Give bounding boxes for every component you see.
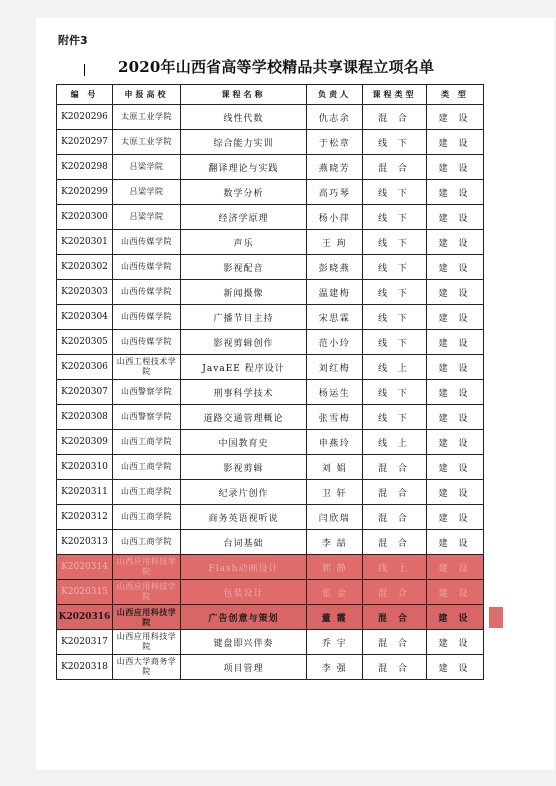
attachment-label: 附件3 <box>58 34 88 47</box>
cell-type: 建 设 <box>427 130 484 155</box>
cell-course: 键盘即兴伴奏 <box>181 630 307 655</box>
cell-course-type: 混 合 <box>363 605 427 630</box>
cell-school: 山西工商学院 <box>113 505 181 530</box>
cell-course: 影视剪辑创作 <box>181 330 307 355</box>
header-course-type: 课程类型 <box>363 85 427 105</box>
cell-leader: 张 金 <box>307 580 363 605</box>
cell-type: 建 设 <box>427 330 484 355</box>
cell-type: 建 设 <box>427 530 484 555</box>
cell-type: 建 设 <box>427 205 484 230</box>
table-row <box>57 280 484 305</box>
cell-type: 建 设 <box>427 305 484 330</box>
cell-leader: 仇志余 <box>307 105 363 130</box>
cell-code: K2020307 <box>57 380 113 405</box>
cell-course-type: 线 上 <box>363 430 427 455</box>
cell-course: 项目管理 <box>181 655 307 680</box>
cell-school: 吕梁学院 <box>113 180 181 205</box>
cell-type: 建 设 <box>427 105 484 130</box>
cell-school: 山西应用科技学院 <box>113 555 181 580</box>
cell-type: 建 设 <box>427 630 484 655</box>
cell-school: 山西传媒学院 <box>113 230 181 255</box>
cell-course: 台词基础 <box>181 530 307 555</box>
cell-type: 建 设 <box>427 505 484 530</box>
cell-leader: 董 霞 <box>307 605 363 630</box>
cell-leader: 李 喆 <box>307 530 363 555</box>
cell-leader: 高巧琴 <box>307 180 363 205</box>
cell-school: 山西应用科技学院 <box>113 580 181 605</box>
cell-course-type: 线 下 <box>363 255 427 280</box>
cell-type: 建 设 <box>427 280 484 305</box>
cell-code: K2020312 <box>57 505 113 530</box>
cell-course-type: 线 下 <box>363 230 427 255</box>
cell-leader: 申燕玲 <box>307 430 363 455</box>
cell-school: 吕梁学院 <box>113 205 181 230</box>
cell-leader: 刘 娟 <box>307 455 363 480</box>
cell-course-type: 混 合 <box>363 480 427 505</box>
table-row <box>57 555 484 580</box>
cell-course: 经济学原理 <box>181 205 307 230</box>
table-row <box>57 380 484 405</box>
table-row <box>57 355 484 380</box>
cell-leader: 于松章 <box>307 130 363 155</box>
cell-course-type: 混 合 <box>363 155 427 180</box>
cell-code: K2020315 <box>57 580 113 605</box>
cell-school: 山西应用科技学院 <box>113 605 181 630</box>
table-row <box>57 580 484 605</box>
highlight-bar-extension <box>489 607 503 628</box>
cell-code: K2020302 <box>57 255 113 280</box>
cell-school: 山西大学商务学院 <box>113 655 181 680</box>
cell-type: 建 设 <box>427 555 484 580</box>
cell-code: K2020304 <box>57 305 113 330</box>
cell-type: 建 设 <box>427 355 484 380</box>
cell-course-type: 线 下 <box>363 305 427 330</box>
cell-course-type: 线 上 <box>363 555 427 580</box>
cell-course: 包装设计 <box>181 580 307 605</box>
cell-type: 建 设 <box>427 655 484 680</box>
cell-leader: 王 珣 <box>307 230 363 255</box>
cell-course: 声乐 <box>181 230 307 255</box>
cell-school: 山西工商学院 <box>113 430 181 455</box>
cell-code: K2020309 <box>57 430 113 455</box>
cell-leader: 闫欣瑞 <box>307 505 363 530</box>
cell-school: 山西警察学院 <box>113 380 181 405</box>
table-row <box>57 405 484 430</box>
cell-code: K2020303 <box>57 280 113 305</box>
cell-course-type: 线 下 <box>363 205 427 230</box>
cell-school: 山西传媒学院 <box>113 330 181 355</box>
cell-school: 山西工程技术学院 <box>113 355 181 380</box>
table-row <box>57 455 484 480</box>
cell-school: 山西工商学院 <box>113 530 181 555</box>
cell-school: 吕梁学院 <box>113 155 181 180</box>
cell-leader: 张雪梅 <box>307 405 363 430</box>
cell-school: 山西应用科技学院 <box>113 630 181 655</box>
cell-course-type: 线 上 <box>363 355 427 380</box>
table-row <box>57 155 484 180</box>
cell-leader: 杨小萍 <box>307 205 363 230</box>
cell-course: 影视剪辑 <box>181 455 307 480</box>
table-row <box>57 330 484 355</box>
cell-leader: 李 强 <box>307 655 363 680</box>
cell-code: K2020316 <box>57 605 113 630</box>
cell-code: K2020301 <box>57 230 113 255</box>
cell-course: 线性代数 <box>181 105 307 130</box>
cell-code: K2020317 <box>57 630 113 655</box>
cell-course: 纪录片创作 <box>181 480 307 505</box>
cell-course: 道路交通管理概论 <box>181 405 307 430</box>
cell-leader: 乔 宇 <box>307 630 363 655</box>
cell-leader: 范小玲 <box>307 330 363 355</box>
cell-course-type: 线 下 <box>363 130 427 155</box>
cell-course-type: 线 下 <box>363 180 427 205</box>
cell-type: 建 设 <box>427 430 484 455</box>
cell-school: 山西工商学院 <box>113 455 181 480</box>
table-row <box>57 430 484 455</box>
cell-course: 综合能力实训 <box>181 130 307 155</box>
header-type: 类 型 <box>427 85 484 105</box>
page-title: 2020年山西省高等学校精品共享课程立项名单 <box>118 58 435 76</box>
cell-school: 山西工商学院 <box>113 480 181 505</box>
table-row <box>57 505 484 530</box>
cell-course-type: 混 合 <box>363 505 427 530</box>
cell-course-type: 混 合 <box>363 630 427 655</box>
cell-course: 刑事科学技术 <box>181 380 307 405</box>
header-leader: 负责人 <box>307 85 363 105</box>
table-row <box>57 130 484 155</box>
cell-course-type: 线 下 <box>363 280 427 305</box>
cell-leader: 刘红梅 <box>307 355 363 380</box>
cell-code: K2020311 <box>57 480 113 505</box>
cell-school: 山西传媒学院 <box>113 280 181 305</box>
cell-type: 建 设 <box>427 155 484 180</box>
cell-type: 建 设 <box>427 380 484 405</box>
table-row <box>57 530 484 555</box>
cell-course: JavaEE 程序设计 <box>181 355 307 380</box>
cell-code: K2020305 <box>57 330 113 355</box>
cell-course-type: 线 下 <box>363 380 427 405</box>
cell-type: 建 设 <box>427 580 484 605</box>
cell-leader: 宋思霖 <box>307 305 363 330</box>
cell-type: 建 设 <box>427 405 484 430</box>
cell-code: K2020300 <box>57 205 113 230</box>
cell-course-type: 混 合 <box>363 530 427 555</box>
cell-code: K2020308 <box>57 405 113 430</box>
table-row <box>57 255 484 280</box>
cell-course-type: 混 合 <box>363 455 427 480</box>
table-row <box>57 630 484 655</box>
cell-code: K2020313 <box>57 530 113 555</box>
cell-leader: 温建梅 <box>307 280 363 305</box>
cell-course-type: 混 合 <box>363 105 427 130</box>
cell-course-type: 混 合 <box>363 580 427 605</box>
cell-code: K2020306 <box>57 355 113 380</box>
cell-course: 商务英语视听说 <box>181 505 307 530</box>
cell-leader: 彭晓燕 <box>307 255 363 280</box>
cell-type: 建 设 <box>427 605 484 630</box>
cell-course: 广告创意与策划 <box>181 605 307 630</box>
cell-type: 建 设 <box>427 180 484 205</box>
table-row <box>57 105 484 130</box>
cell-leader: 郭 静 <box>307 555 363 580</box>
cell-leader: 卫 轩 <box>307 480 363 505</box>
cell-code: K2020318 <box>57 655 113 680</box>
cell-course-type: 线 下 <box>363 405 427 430</box>
cell-course: 广播节目主持 <box>181 305 307 330</box>
cell-school: 山西传媒学院 <box>113 305 181 330</box>
table-row <box>57 655 484 680</box>
header-course: 课程名称 <box>181 85 307 105</box>
text-cursor <box>84 64 85 76</box>
cell-leader: 燕晓芳 <box>307 155 363 180</box>
cell-course-type: 混 合 <box>363 655 427 680</box>
cell-code: K2020314 <box>57 555 113 580</box>
cell-code: K2020297 <box>57 130 113 155</box>
table-row <box>57 205 484 230</box>
document-page <box>36 18 554 770</box>
cell-type: 建 设 <box>427 255 484 280</box>
cell-school: 太原工业学院 <box>113 105 181 130</box>
table-header-row <box>57 85 484 105</box>
cell-leader: 杨运生 <box>307 380 363 405</box>
table-row <box>57 605 484 630</box>
cell-type: 建 设 <box>427 480 484 505</box>
header-code: 编 号 <box>57 85 113 105</box>
table-row <box>57 305 484 330</box>
cell-code: K2020296 <box>57 105 113 130</box>
cell-course: 影视配音 <box>181 255 307 280</box>
cell-course: Flash动画设计 <box>181 555 307 580</box>
cell-school: 山西警察学院 <box>113 405 181 430</box>
cell-school: 太原工业学院 <box>113 130 181 155</box>
cell-code: K2020298 <box>57 155 113 180</box>
header-school: 申报高校 <box>113 85 181 105</box>
table-row <box>57 230 484 255</box>
cell-course: 数学分析 <box>181 180 307 205</box>
cell-school: 山西传媒学院 <box>113 255 181 280</box>
cell-code: K2020310 <box>57 455 113 480</box>
table-row <box>57 180 484 205</box>
table-row <box>57 480 484 505</box>
cell-code: K2020299 <box>57 180 113 205</box>
cell-type: 建 设 <box>427 455 484 480</box>
cell-course: 中国教育史 <box>181 430 307 455</box>
cell-course: 新闻摄像 <box>181 280 307 305</box>
cell-course-type: 线 下 <box>363 330 427 355</box>
cell-course: 翻译理论与实践 <box>181 155 307 180</box>
cell-type: 建 设 <box>427 230 484 255</box>
course-table <box>56 84 484 680</box>
